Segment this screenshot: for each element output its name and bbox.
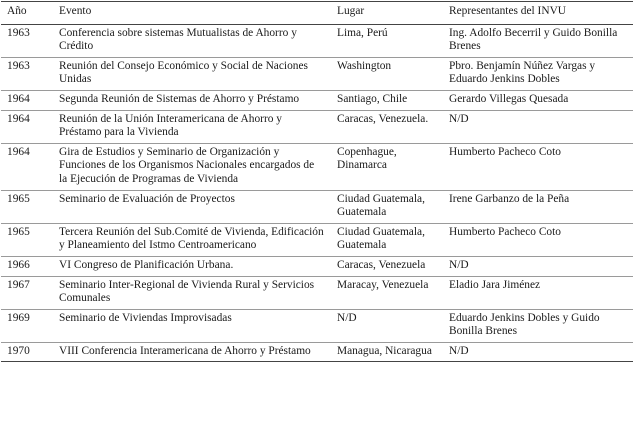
header-event: Evento (53, 2, 331, 25)
cell-representatives: Pbro. Benjamín Núñez Vargas y Eduardo Jenkins Dobles (443, 57, 633, 90)
cell-event: Reunión de la Unión Interamericana de Ahorro y Préstamo para la Vivienda (53, 110, 331, 143)
cell-place: Caracas, Venezuela (331, 256, 443, 276)
cell-year: 1970 (1, 342, 53, 362)
cell-place: Caracas, Venezuela. (331, 110, 443, 143)
cell-place: Santiago, Chile (331, 90, 443, 110)
cell-year: 1969 (1, 309, 53, 342)
table-row (1, 190, 633, 223)
header-row (1, 2, 633, 25)
table-row (1, 276, 633, 309)
cell-event: Reunión del Consejo Económico y Social de Naciones Unidas (53, 57, 331, 90)
cell-year: 1964 (1, 110, 53, 143)
cell-place: Lima, Perú (331, 24, 443, 57)
table-body (1, 24, 633, 362)
table-row (1, 223, 633, 256)
table-row (1, 57, 633, 90)
cell-representatives: Humberto Pacheco Coto (443, 223, 633, 256)
table-row (1, 24, 633, 57)
cell-place: Maracay, Venezuela (331, 276, 443, 309)
cell-representatives: Ing. Adolfo Becerril y Guido Bonilla Brenes (443, 24, 633, 57)
cell-place: Ciudad Guatemala, Guatemala (331, 190, 443, 223)
table-row (1, 143, 633, 190)
table-row (1, 90, 633, 110)
cell-event: Gira de Estudios y Seminario de Organización y Funciones de los Organismos Nacionales encargados de la Ejecución de Programas de Vivienda (53, 143, 331, 190)
cell-event: VIII Conferencia Interamericana de Ahorro y Préstamo (53, 342, 331, 362)
table-row (1, 342, 633, 362)
cell-event: Seminario de Evaluación de Proyectos (53, 190, 331, 223)
table-row (1, 309, 633, 342)
cell-event: Segunda Reunión de Sistemas de Ahorro y Préstamo (53, 90, 331, 110)
cell-place: N/D (331, 309, 443, 342)
cell-year: 1967 (1, 276, 53, 309)
table-header (1, 2, 633, 25)
cell-year: 1965 (1, 190, 53, 223)
cell-place: Washington (331, 57, 443, 90)
cell-year: 1966 (1, 256, 53, 276)
cell-year: 1964 (1, 143, 53, 190)
cell-event: Conferencia sobre sistemas Mutualistas de Ahorro y Crédito (53, 24, 331, 57)
cell-year: 1964 (1, 90, 53, 110)
cell-representatives: Eladio Jara Jiménez (443, 276, 633, 309)
cell-representatives: N/D (443, 256, 633, 276)
cell-representatives: Humberto Pacheco Coto (443, 143, 633, 190)
header-representatives: Representantes del INVU (443, 2, 633, 25)
cell-representatives: Gerardo Villegas Quesada (443, 90, 633, 110)
cell-event: Seminario de Viviendas Improvisadas (53, 309, 331, 342)
cell-place: Copenhague, Dinamarca (331, 143, 443, 190)
events-table (1, 1, 633, 362)
header-year: Año (1, 2, 53, 25)
cell-place: Ciudad Guatemala, Guatemala (331, 223, 443, 256)
table-row (1, 110, 633, 143)
cell-event: Tercera Reunión del Sub.Comité de Vivienda, Edificación y Planeamiento del Istmo Centroamericano (53, 223, 331, 256)
cell-place: Managua, Nicaragua (331, 342, 443, 362)
header-place: Lugar (331, 2, 443, 25)
cell-event: Seminario Inter-Regional de Vivienda Rural y Servicios Comunales (53, 276, 331, 309)
cell-representatives: Eduardo Jenkins Dobles y Guido Bonilla Brenes (443, 309, 633, 342)
table-row (1, 256, 633, 276)
cell-event: VI Congreso de Planificación Urbana. (53, 256, 331, 276)
cell-representatives: N/D (443, 110, 633, 143)
cell-representatives: Irene Garbanzo de la Peña (443, 190, 633, 223)
cell-representatives: N/D (443, 342, 633, 362)
cell-year: 1963 (1, 24, 53, 57)
cell-year: 1965 (1, 223, 53, 256)
cell-year: 1963 (1, 57, 53, 90)
